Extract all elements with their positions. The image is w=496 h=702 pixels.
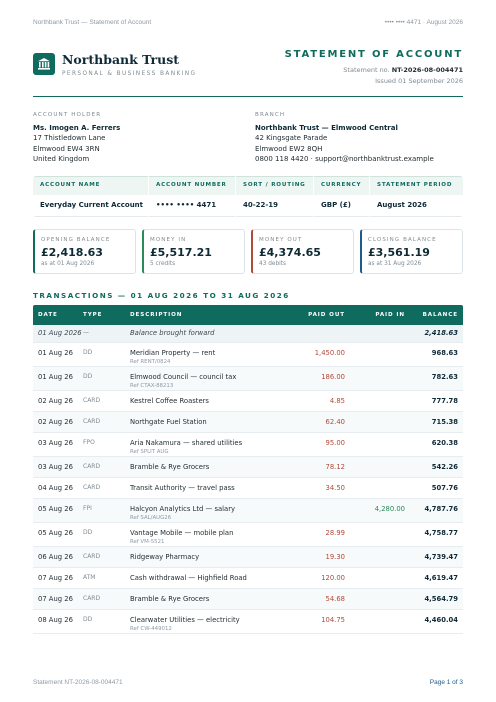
money-out-count: 43 debits	[259, 261, 287, 267]
cell-paid-out	[290, 325, 345, 329]
brand-block	[33, 52, 196, 77]
account-name-cell	[33, 176, 149, 217]
cell-paid-out-text: 62.40	[325, 418, 345, 426]
column-header-balance: BALANCE	[422, 312, 458, 318]
closing-balance-card	[360, 229, 463, 274]
cell-description-text: Cash withdrawal — Highfield Road	[130, 574, 247, 582]
cell-balance-text: 4,758.77	[424, 529, 458, 537]
cell-type	[83, 412, 130, 425]
transaction-reference: Ref SPLIT AUG	[130, 449, 169, 455]
cell-date-text: 07 Aug 26	[38, 574, 73, 582]
column-header-paid-out: PAID OUT	[308, 312, 345, 318]
cell-paid-in	[345, 457, 405, 463]
account-name-label: ACCOUNT NAME	[33, 176, 148, 195]
cell-paid-out	[290, 610, 345, 624]
cell-paid-out	[290, 433, 345, 447]
header-divider	[33, 96, 463, 97]
cell-date	[33, 457, 83, 471]
cell-date-text: 05 Aug 26	[38, 529, 73, 537]
cell-balance	[405, 568, 463, 582]
cell-date-text: 02 Aug 26	[38, 397, 73, 405]
footer-page-number: Page 1 of 3	[429, 679, 463, 686]
cell-type	[83, 367, 130, 380]
cell-balance-text: 542.26	[431, 463, 458, 471]
cell-date-text: 01 Aug 26	[38, 349, 73, 357]
running-header-account: •••• •••• 4471 · August 2026	[384, 19, 463, 26]
cell-balance	[405, 367, 463, 381]
cell-description	[130, 478, 290, 492]
cell-date-text: 05 Aug 26	[38, 505, 73, 513]
cell-paid-in	[345, 412, 405, 418]
account-number-label: ACCOUNT NUMBER	[149, 176, 235, 195]
transaction-reference: Ref SAL/AUG26	[130, 515, 172, 521]
cell-date	[33, 610, 83, 624]
cell-description	[130, 523, 290, 545]
cell-paid-out-text: 4.85	[329, 397, 345, 405]
footer-statement-number: Statement NT-2026-08-004471	[33, 679, 123, 686]
cell-date-text: 01 Aug 26	[38, 373, 73, 381]
cell-paid-out	[290, 568, 345, 582]
statement-number-label: Statement no.	[343, 66, 390, 74]
branch-contact: 0800 118 4420 · support@northbanktrust.example	[255, 155, 434, 163]
account-holder-name: Ms. Imogen A. Ferrers	[33, 123, 121, 132]
cell-date-text: 06 Aug 26	[38, 553, 73, 561]
cell-description-text: Elmwood Council — council tax	[130, 373, 237, 381]
sort-code-cell	[236, 176, 314, 217]
table-row	[33, 589, 463, 610]
cell-date	[33, 433, 83, 447]
cell-date	[33, 367, 83, 381]
cell-description	[130, 412, 290, 426]
cell-paid-out-text: 186.00	[321, 373, 345, 381]
statement-period-label: STATEMENT PERIOD	[370, 176, 463, 195]
running-header-title: Northbank Trust — Statement of Account	[33, 19, 152, 26]
cell-date-text: 08 Aug 26	[38, 616, 73, 624]
sort-code-value: 40-22-19	[236, 195, 313, 217]
cell-description	[130, 499, 290, 521]
cell-description-text: Aria Nakamura — shared utilities	[130, 439, 243, 447]
sort-code-label: SORT / ROUTING	[236, 176, 313, 195]
cell-balance-text: 4,460.04	[424, 616, 458, 624]
table-row	[33, 367, 463, 391]
cell-paid-out-text: 19.30	[325, 553, 345, 561]
branch-label: BRANCH	[255, 112, 286, 118]
branch-address-line: 42 Kingsgate Parade	[255, 134, 328, 142]
cell-type	[83, 523, 130, 536]
cell-type	[83, 499, 130, 512]
running-footer	[33, 679, 463, 686]
cell-type-text: —	[83, 329, 89, 336]
running-header	[33, 19, 463, 26]
cell-paid-out	[290, 589, 345, 603]
cell-type-text: CARD	[83, 595, 101, 602]
opening-balance-amount: £2,418.63	[41, 246, 103, 259]
cell-balance-text: 4,619.47	[424, 574, 458, 582]
column-header-paid-in: PAID IN	[375, 312, 405, 318]
currency-label: CURRENCY	[314, 176, 369, 195]
cell-date	[33, 412, 83, 426]
cell-description	[130, 457, 290, 471]
table-row	[33, 610, 463, 634]
column-header-type: TYPE	[83, 312, 103, 318]
transaction-reference: Ref RENT/0824	[130, 359, 171, 365]
cell-date-text: 02 Aug 26	[38, 418, 73, 426]
account-number-value: •••• •••• 4471	[149, 195, 235, 217]
balance-summary	[33, 229, 463, 274]
transactions-table	[33, 305, 463, 634]
cell-type	[83, 457, 130, 470]
cell-paid-out-text: 78.12	[325, 463, 345, 471]
account-holder-block	[33, 110, 120, 165]
cell-date	[33, 547, 83, 561]
cell-paid-in	[345, 589, 405, 595]
transactions-title: TRANSACTIONS — 01 AUG 2026 TO 31 AUG 2026	[33, 291, 290, 300]
cell-type-text: CARD	[83, 553, 101, 560]
cell-date	[33, 523, 83, 537]
cell-type-text: CARD	[83, 397, 101, 404]
cell-paid-out-text: 120.00	[321, 574, 345, 582]
cell-description-text: Meridian Property — rent	[130, 349, 216, 357]
table-row	[33, 568, 463, 589]
cell-balance	[405, 457, 463, 471]
cell-description	[130, 589, 290, 603]
statement-number-value: NT-2026-08-004471	[391, 66, 463, 74]
cell-balance-text: 620.38	[431, 439, 458, 447]
table-body	[33, 325, 463, 634]
cell-type	[83, 391, 130, 404]
cell-type	[83, 478, 130, 491]
cell-type-text: DD	[83, 349, 93, 356]
cell-paid-out-text: 95.00	[325, 439, 345, 447]
holder-address-line: United Kingdom	[33, 155, 90, 163]
cell-paid-in	[345, 523, 405, 529]
cell-balance	[405, 610, 463, 624]
cell-paid-in	[345, 325, 405, 329]
money-out-label: MONEY OUT	[259, 237, 303, 243]
cell-date	[33, 343, 83, 357]
table-row	[33, 343, 463, 367]
cell-type	[83, 589, 130, 602]
cell-description-text: Kestrel Coffee Roasters	[130, 397, 209, 405]
transaction-reference: Ref CW-449012	[130, 626, 172, 632]
table-row	[33, 478, 463, 499]
cell-description-text: Northgate Fuel Station	[130, 418, 207, 426]
cell-paid-out-text: 34.50	[325, 484, 345, 492]
cell-paid-out	[290, 391, 345, 405]
money-in-amount: £5,517.21	[150, 246, 212, 259]
cell-paid-out	[290, 499, 345, 505]
branch-name: Northbank Trust — Elmwood Central	[255, 123, 398, 132]
holder-address-line: Elmwood EW4 3RN	[33, 144, 100, 153]
cell-description-text: Halcyon Analytics Ltd — salary	[130, 505, 236, 513]
account-holder-label: ACCOUNT HOLDER	[33, 112, 102, 118]
cell-description-text: Vantage Mobile — mobile plan	[130, 529, 234, 537]
bank-building-icon	[33, 53, 55, 75]
cell-paid-out-text: 104.75	[321, 616, 345, 624]
statement-title: STATEMENT OF ACCOUNT	[284, 49, 463, 60]
transaction-reference: Ref CTAX-88213	[130, 383, 174, 389]
cell-paid-out	[290, 457, 345, 471]
cell-date	[33, 499, 83, 513]
account-details-strip	[33, 176, 463, 217]
cell-date-text: 01 Aug 2026	[38, 329, 82, 337]
cell-description-text: Clearwater Utilities — electricity	[130, 616, 240, 624]
cell-date-text: 03 Aug 26	[38, 439, 73, 447]
cell-description-text: Ridgeway Pharmacy	[130, 553, 200, 561]
cell-type	[83, 343, 130, 356]
column-header-date: DATE	[38, 312, 58, 318]
cell-date	[33, 391, 83, 405]
cell-paid-in	[345, 568, 405, 574]
money-in-label: MONEY IN	[150, 237, 187, 243]
cell-description-text: Bramble & Rye Grocers	[130, 595, 210, 603]
cell-paid-out-text: 54.68	[325, 595, 345, 603]
cell-paid-out-text: 28.99	[325, 529, 345, 537]
opening-balance-date: as at 01 Aug 2026	[41, 261, 95, 267]
cell-balance-text: 2,418.63	[424, 329, 458, 337]
transaction-reference: Ref VM-5521	[130, 539, 165, 545]
cell-paid-out	[290, 343, 345, 357]
cell-paid-in	[345, 367, 405, 373]
cell-type	[83, 325, 130, 336]
cell-balance	[405, 325, 463, 337]
cell-paid-in	[345, 610, 405, 616]
cell-balance	[405, 499, 463, 513]
cell-balance	[405, 343, 463, 357]
table-header-row	[33, 305, 463, 325]
cell-balance-text: 777.78	[431, 397, 458, 405]
cell-paid-in	[345, 343, 405, 349]
cell-type-text: ATM	[83, 574, 96, 581]
table-row	[33, 391, 463, 412]
cell-type	[83, 568, 130, 581]
cell-date-text: 03 Aug 26	[38, 463, 73, 471]
statement-number	[285, 66, 463, 74]
cell-description	[130, 391, 290, 405]
cell-paid-in	[345, 478, 405, 484]
cell-balance-text: 968.63	[431, 349, 458, 357]
cell-paid-out	[290, 547, 345, 561]
cell-date	[33, 568, 83, 582]
cell-balance	[405, 523, 463, 537]
cell-type-text: FPI	[83, 505, 92, 512]
cell-description-text: Transit Authority — travel pass	[130, 484, 235, 492]
cell-date	[33, 325, 83, 337]
cell-type	[83, 433, 130, 446]
cell-balance-text: 4,564.79	[424, 595, 458, 603]
currency-value: GBP (£)	[314, 195, 369, 217]
cell-paid-in	[345, 433, 405, 439]
table-row	[33, 412, 463, 433]
cell-description-text: Bramble & Rye Grocers	[130, 463, 210, 471]
cell-description	[130, 610, 290, 632]
branch-address-line: Elmwood EW2 8QH	[255, 144, 323, 153]
money-in-count: 5 credits	[150, 261, 176, 267]
cell-date	[33, 589, 83, 603]
statement-heading	[285, 49, 463, 85]
cell-description-text: Balance brought forward	[130, 329, 215, 337]
cell-balance	[405, 391, 463, 405]
cell-description	[130, 568, 290, 582]
cell-paid-out	[290, 412, 345, 426]
cell-paid-in	[345, 547, 405, 553]
table-row	[33, 457, 463, 478]
table-row	[33, 547, 463, 568]
statement-period-value: August 2026	[370, 195, 463, 217]
closing-balance-amount: £3,561.19	[368, 246, 430, 259]
cell-paid-in	[345, 499, 405, 513]
currency-cell	[314, 176, 370, 217]
brand-tagline: PERSONAL & BUSINESS BANKING	[62, 71, 197, 77]
cell-type-text: CARD	[83, 484, 101, 491]
cell-type-text: CARD	[83, 418, 101, 425]
money-out-card	[251, 229, 354, 274]
cell-type-text: DD	[83, 373, 93, 380]
cell-balance-text: 507.76	[431, 484, 458, 492]
branch-block	[255, 110, 434, 165]
money-in-card	[142, 229, 245, 274]
cell-description	[130, 325, 290, 337]
closing-balance-label: CLOSING BALANCE	[368, 237, 437, 243]
cell-paid-in	[345, 391, 405, 397]
cell-type-text: FPO	[83, 439, 95, 446]
cell-balance-text: 782.63	[431, 373, 458, 381]
balance-brought-forward-row	[33, 325, 463, 343]
cell-type	[83, 547, 130, 560]
holder-address-line: 17 Thistledown Lane	[33, 134, 106, 142]
cell-paid-out-text: 1,450.00	[314, 349, 345, 357]
cell-balance-text: 4,739.47	[424, 553, 458, 561]
money-out-amount: £4,374.65	[259, 246, 321, 259]
cell-date-text: 07 Aug 26	[38, 595, 73, 603]
cell-type-text: DD	[83, 529, 93, 536]
cell-balance	[405, 412, 463, 426]
closing-balance-date: as at 31 Aug 2026	[368, 261, 422, 267]
table-row	[33, 523, 463, 547]
cell-balance	[405, 589, 463, 603]
table-row	[33, 433, 463, 457]
account-name-value: Everyday Current Account	[33, 195, 148, 217]
cell-date	[33, 478, 83, 492]
cell-description	[130, 367, 290, 389]
cell-paid-out	[290, 478, 345, 492]
statement-issued-date: Issued 01 September 2026	[375, 77, 463, 85]
cell-type-text: CARD	[83, 463, 101, 470]
statement-period-cell	[370, 176, 463, 217]
cell-paid-out	[290, 523, 345, 537]
cell-balance	[405, 478, 463, 492]
cell-description	[130, 433, 290, 455]
cell-balance	[405, 433, 463, 447]
cell-balance	[405, 547, 463, 561]
cell-paid-out	[290, 367, 345, 381]
cell-description	[130, 547, 290, 561]
cell-type-text: DD	[83, 616, 93, 623]
cell-type	[83, 610, 130, 623]
table-row	[33, 499, 463, 523]
account-number-cell	[149, 176, 236, 217]
cell-description	[130, 343, 290, 365]
cell-balance-text: 715.38	[431, 418, 458, 426]
cell-balance-text: 4,787.76	[424, 505, 458, 513]
cell-paid-in-text: 4,280.00	[374, 505, 405, 513]
opening-balance-label: OPENING BALANCE	[41, 237, 111, 243]
brand-name: Northbank Trust	[62, 52, 180, 67]
cell-date-text: 04 Aug 26	[38, 484, 73, 492]
opening-balance-card	[33, 229, 136, 274]
column-header-description: DESCRIPTION	[130, 312, 183, 318]
